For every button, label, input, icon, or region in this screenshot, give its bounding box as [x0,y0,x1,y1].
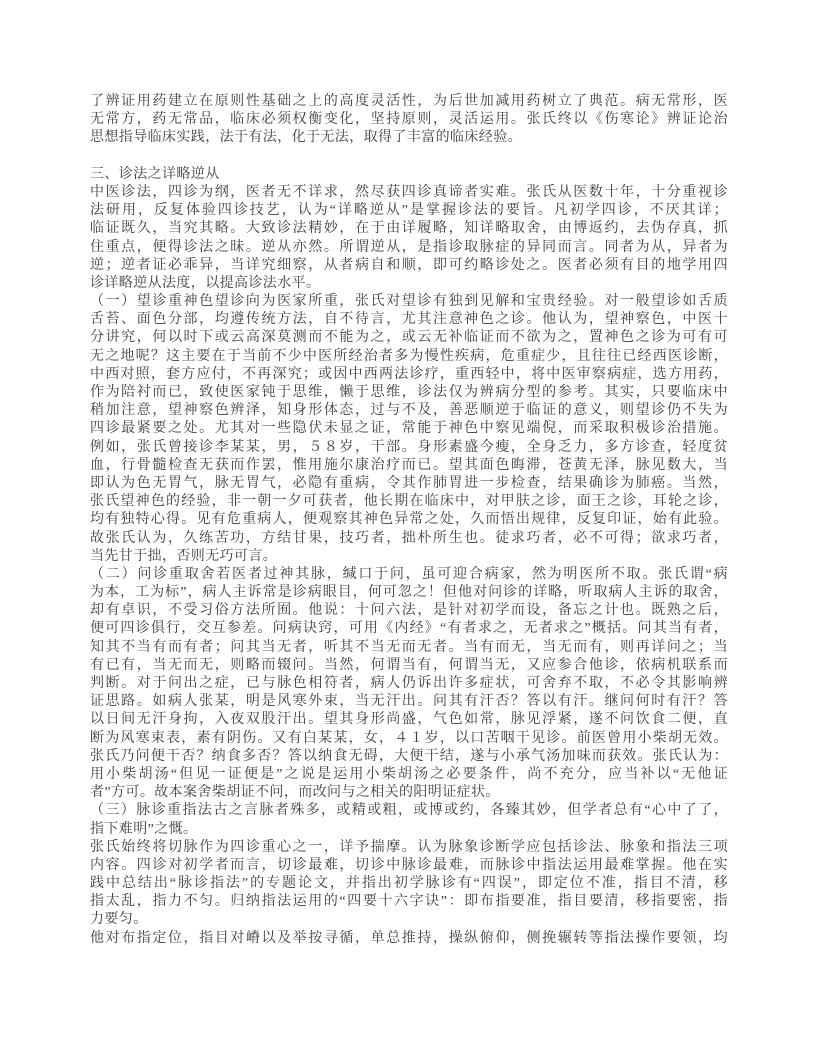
text-line: （一）望诊重神色望诊向为医家所重，张氏对望诊有独到见解和宝贵经验。对一般望诊如舌质 [90,294,728,310]
text-line: 却有卓识，不受习俗方法所囿。他说：十问六法，是针对初学而设，备忘之计也。既熟之后， [90,603,728,619]
text-line: 指下难明”之慨。 [90,821,198,837]
text-line: 有已有，当无而无，则略而辍问。当然，何谓当有，何谓当无，又应参合他诊，依病机联系而 [90,657,728,673]
pulse-method-paragraph [90,839,728,930]
text-line: 无之地呢？这主要在于当前不少中医所经治者多为慢性疾病，危重症少，且往往已经西医诊断， [90,348,728,364]
text-line: 指太乱，指力不匀。归纳指法运用的“四要十六字诀”：即布指要准，指目要清，移指要密，指 [90,894,728,910]
text-line: 力要匀。 [90,912,148,928]
text-line: 逆；逆者证必乖异，当详究细察，从者病自和顺，即可约略诊处之。医者必须有目的地学用四 [90,257,728,273]
subsection-2-inquiry-paragraph [90,566,728,802]
document-body [90,93,728,948]
text-line: 即认为色无胃气，脉无胃气，必隐有重病，令其作肺胃进一步检查，结果确诊为肺癌。当然， [90,475,728,491]
text-line: 为本，工为标”，病人主诉常是诊病眼目，何可忽之！但他对问诊的详略，听取病人主诉的取舍， [90,585,728,601]
text-line: 证思路。如病人张某，明是风寒外束，当无汗出。问其有汗否？答以有汗。继问何时有汗？答 [90,694,728,710]
text-line: 中医诊法，四诊为纲，医者无不详求，然尽获四诊真谛者实难。张氏从医数十年，十分重视诊 [90,184,728,200]
text-line: 临证既久，当究其略。大致诊法精妙，在于由详履略，知详略取舍，由博返约，去伪存真，抓 [90,221,728,237]
section-heading [90,166,728,184]
text-line: 四诊最紧要之处。尤其对一些隐伏未显之证，常能于神色中察见端倪，而采取积极诊治措施。 [90,421,728,437]
text-line: 了辨证用药建立在原则性基础之上的高度灵活性，为后世加减用药树立了典范。病无常形，医 [90,94,728,109]
text-line: 稍加注意，望神察色辨泽，知身形体态，过与不及，善恶顺逆于临证的意义，则望诊仍不失为 [90,403,728,419]
text-line: 例如，张氏曾接诊李某某，男，５８岁，干部。身形素盛今瘦，全身乏力，多方诊查，轻度贫 [90,439,728,455]
text-line: 法研用，反复体验四诊技艺，认为“详略逆从”是掌握诊法的要旨。凡初学四诊，不厌其详； [90,203,728,219]
text-line: 张氏望神色的经验，非一朝一夕可获者，他长期在临床中，对甲肤之诊，面王之诊，耳轮之诊， [90,494,728,510]
text-line: 判断。对于问出之症，已与脉色相符者，病人仍诉出许多症状，可舍弃不取，不必令其影响辨 [90,676,728,691]
text-line: （三）脉诊重指法古之言脉者殊多，或精或粗，或博或约，各臻其妙，但学者总有“心中了了， [90,803,728,819]
paragraph-spacer [90,148,728,166]
text-line: 内容。四诊对初学者而言，切诊最难，切诊中脉诊最难，而脉诊中指法运用最难掌握。他在实 [90,857,728,873]
text-line: 他对布指定位，指目对嵴以及举按寻循，单总推持，操纵俯仰，侧挽辗转等指法操作要领，均 [90,930,728,946]
text-line: 血，行骨髓检查无获而作罢，惟用施尔康治疗而已。望其面色晦滞，苍黄无泽，脉见数大，当 [90,457,728,473]
text-line: 中西对照，套方应付，不再深究；或因中西两法诊疗，重西轻中，将中医审察病症，选方用药， [90,366,728,382]
text-line: 作为陪衬而已，致使医家钝于思维，懒于思维，诊法仅为辨病分型的参考。其实，只要临床中 [90,385,728,400]
subsection-3-pulse-intro-paragraph [90,802,728,838]
text-line: 当先甘于拙，否则无巧可言。 [90,548,278,564]
text-line: 便可四诊俱行，交互参差。问病诀窍，可用《内经》“有者求之，无者求之”概括。问其当有者， [90,621,728,637]
text-line: 张氏乃问便干否？纳食多否？答以纳食无碍，大便干结，遂与小承气汤加味而获效。张氏认为： [90,748,728,764]
text-line: 者”方可。故本案舍柴胡证不问，而改问与之相关的阳明证症状。 [90,785,500,801]
page-break-paragraph [90,930,728,948]
section-intro-paragraph [90,184,728,293]
intro-continuation-paragraph [90,93,728,148]
text-line: 断为风寒束表，素有阴伤。又有白某某，女，４１岁，以口苦咽干见诊。前医曾用小柴胡无效。 [90,730,728,746]
text-line: 张氏始终将切脉作为四诊重心之一，详予揣摩。认为脉象诊断学应包括诊法、脉象和指法三项 [90,839,728,855]
text-line: 思想指导临床实践，法于有法，化于无法，取得了丰富的临床经验。 [90,130,522,146]
text-line: 均有独特心得。见有危重病人，便观察其神色异常之处，久而悟出规律，反复印证，始有此验。 [90,512,728,528]
text-line: 分讲究，何以时下或云高深莫测而不能为之，或云无补临证而不欲为之，置神色之诊为可有可 [90,330,728,346]
text-line: 践中总结出“脉诊指法”的专题论文，并指出初学脉诊有“四误”，即定位不准，指目不清，移 [90,876,728,892]
text-line: （二）问诊重取舍若医者过神其脉，缄口于问，虽可迎合病家，然为明医所不取。张氏谓“病 [90,566,728,582]
text-line: 无常方，药无常品，临床必须权衡变化，坚持原则，灵活运用。张氏终以《伤寒论》辨证论治 [90,112,728,128]
subsection-1-inspection-paragraph [90,293,728,566]
text-line: 以日间无汗身拘，入夜双股汗出。望其身形尚盛，气色如常，脉见浮紧，遂不问饮食二便，直 [90,712,728,728]
text-line: 知其不当有而有者；问其当无者，听其不当无而无者。当有而无，当无而有，则再详问之；当 [90,639,728,655]
heading-line: 三、诊法之详略逆从 [90,166,220,182]
text-line: 舌苔、面色分部，均遵传统方法，自不待言，尤其注意神色之诊。他认为，望神察色，中医十 [90,312,728,328]
text-line: 用小柴胡汤“但见一证便是”之说是运用小柴胡汤之必要条件，尚不充分，应当补以“无他证 [90,766,728,782]
text-line: 故张氏认为，久练苦功，方结甘果，技巧者，拙朴所生也。徒求巧者，必不可得；欲求巧者， [90,530,728,546]
text-line: 住重点，便得诊法之昧。逆从亦然。所谓逆从，是指诊取脉症的异同而言。同者为从，异者为 [90,239,728,255]
text-line: 诊详略逆从法度，以提高诊法水平。 [90,275,321,291]
